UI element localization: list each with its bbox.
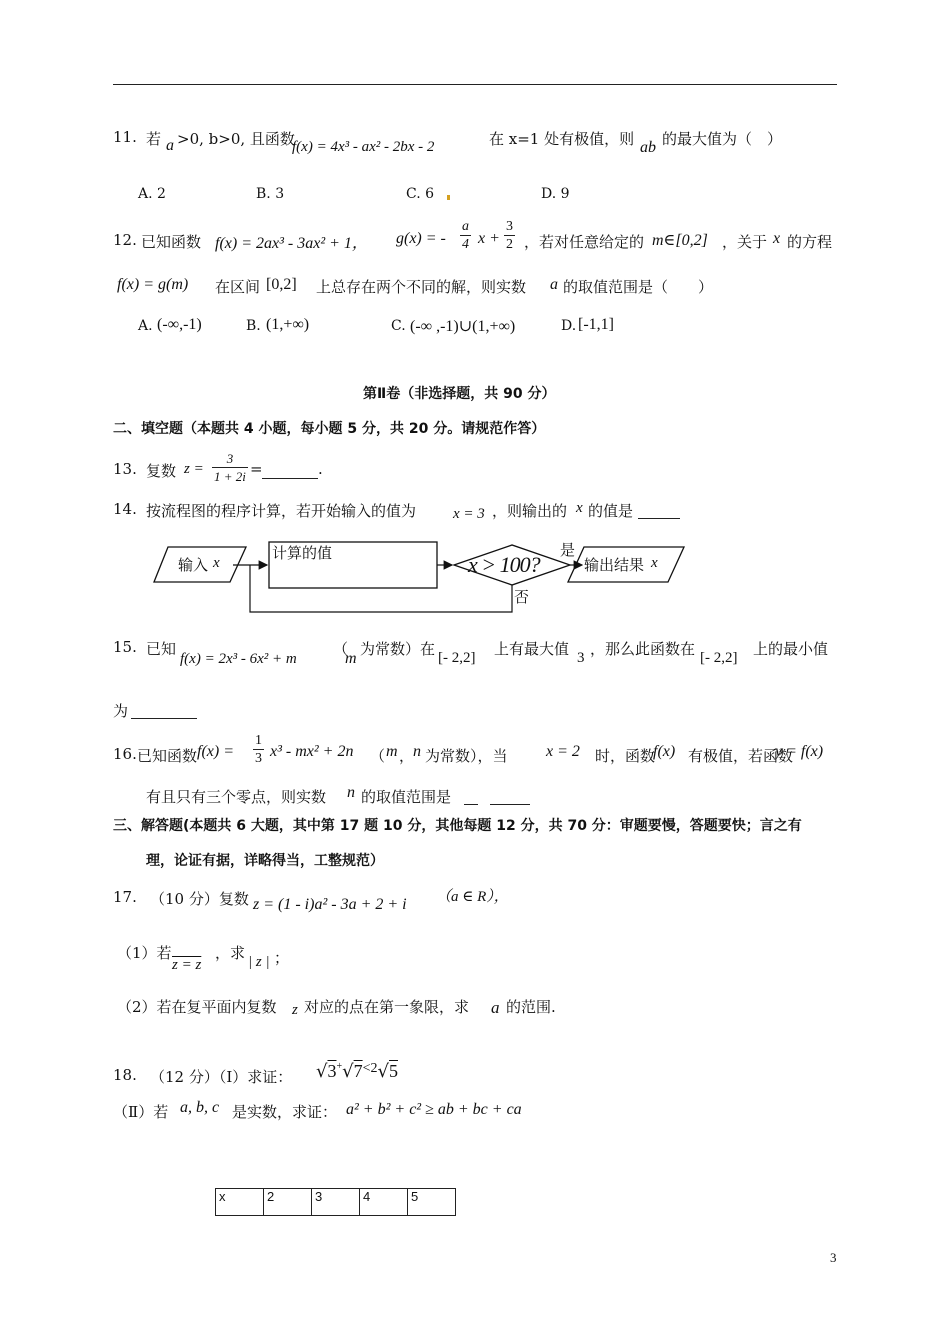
text: 有且只有三个零点，则实数 — [146, 788, 327, 806]
math-var: n — [413, 743, 421, 760]
math-expr: f(x) = 4x³ - ax² - 2bx - 2 — [292, 139, 435, 155]
math-var: n — [347, 784, 355, 801]
page-number: 3 — [830, 1250, 837, 1265]
math-var: m — [386, 743, 398, 760]
option-d: [-1,1] — [578, 316, 614, 333]
answer-blank[interactable] — [262, 460, 318, 479]
flow-no-label: 否 — [514, 588, 530, 606]
math-expr: x = 3 — [453, 506, 485, 522]
table-cell: 2 — [264, 1189, 312, 1216]
table-cell: x — [216, 1189, 264, 1216]
flow-decision-label: x > 100? — [468, 552, 540, 577]
math-expr: [- 2,2] — [438, 650, 476, 666]
math-var: a — [550, 276, 558, 293]
text: 的方程 — [787, 233, 833, 251]
answer-blank[interactable] — [490, 786, 530, 805]
math-var: a — [491, 998, 500, 1017]
math-expr: x + — [478, 230, 500, 247]
math-expr: z = z — [172, 957, 202, 973]
text: （10 分）复数 — [150, 890, 249, 908]
math-expr: f(x) = — [197, 743, 234, 760]
math-var: a — [166, 137, 174, 154]
question-number: 17. — [113, 888, 137, 906]
text: （ — [370, 747, 386, 765]
header-rule — [113, 84, 837, 85]
math-expr: f(x) — [653, 743, 676, 760]
fraction: $\frac{3}{2}$ — [506, 219, 513, 252]
text: ，那么此函数在 — [590, 640, 696, 658]
text: 已知 — [146, 640, 177, 658]
answer-blank[interactable] — [131, 700, 197, 719]
text: 的取值范围是（ ） — [563, 278, 714, 296]
data-table — [215, 1188, 456, 1216]
math-var: ab — [640, 139, 656, 156]
question-number: 13. — [113, 460, 137, 478]
question-number: 16. — [113, 745, 137, 763]
option-c: (-∞ ,-1)∪(1,+∞) — [410, 318, 516, 335]
text: . — [318, 460, 323, 478]
table-cell: 4 — [360, 1189, 408, 1216]
option-a: (-∞,-1) — [157, 316, 202, 333]
section-title: 二、填空题（本题共 4 小题，每小题 5 分，共 20 分。请规范作答） — [113, 421, 546, 437]
text: 若 — [146, 130, 162, 148]
flow-yes-label: 是 — [560, 541, 576, 559]
text: ， — [399, 747, 415, 765]
text: 按流程图的程序计算，若开始输入的值为 — [146, 502, 417, 520]
section-title-cont: 理，论证有据，详略得当，工整规范） — [146, 853, 384, 869]
math-expr: | z | — [248, 954, 270, 970]
math-expr: a² + b² + c² ≥ ab + bc + ca — [346, 1101, 522, 1118]
fraction: $\frac{a}{4}$ — [462, 219, 469, 252]
math-var: m — [345, 650, 357, 667]
text: >0, b>0, 且函数 — [177, 130, 295, 148]
question-number: 12. — [113, 231, 137, 249]
math-var: z — [292, 1002, 298, 1018]
math-expr: f(x) = 2ax³ - 3ax² + 1， — [215, 235, 368, 252]
text: 在区间 — [215, 278, 261, 296]
text: 为 — [113, 702, 129, 720]
math-expr: g(x) = - — [396, 230, 446, 247]
text: （Ⅱ）若 — [113, 1103, 169, 1121]
flowchart — [150, 535, 690, 620]
math-expr: y = f(x) — [775, 743, 824, 760]
option-letter: D. — [561, 318, 577, 334]
text: 上有最大值 — [494, 640, 570, 658]
radical-inequality: √3+√7<2√5 — [316, 1061, 398, 1082]
text: 上总存在两个不同的解，则实数 — [316, 278, 527, 296]
text: （2）若在复平面内复数 — [117, 998, 277, 1016]
text: ，若对任意给定的 — [524, 233, 645, 251]
text: 已知函数 — [137, 747, 198, 765]
flow-output-label: 输出结果 — [584, 556, 645, 574]
text: 的范围. — [506, 998, 556, 1016]
text: 复数 — [146, 462, 177, 480]
text: （12 分）（Ⅰ）求证： — [150, 1068, 293, 1086]
stray-mark — [447, 195, 450, 200]
option-letter: B. — [246, 318, 261, 334]
text: 的值是 — [588, 502, 634, 520]
text: ； — [274, 949, 290, 967]
table-row — [216, 1189, 456, 1216]
flow-input-label: 输入 — [178, 556, 209, 574]
text: 的取值范围是 — [361, 788, 452, 806]
text: 对应的点在第一象限，求 — [304, 998, 470, 1016]
option-b: (1,+∞) — [266, 316, 310, 333]
text: 已知函数 — [141, 233, 202, 251]
text: （ — [333, 640, 349, 658]
question-number: 14. — [113, 500, 137, 518]
text: 是实数，求证： — [232, 1103, 338, 1121]
option-letter: A. — [138, 318, 153, 334]
text: ，则输出的 — [492, 502, 568, 520]
math-expr: z = — [184, 461, 204, 477]
question-number: 15. — [113, 638, 137, 656]
option-a: A. 2 — [138, 186, 166, 202]
math-expr: [0,2] — [266, 276, 297, 293]
fraction: $\frac{1}{3}$ — [255, 733, 262, 766]
math-expr: z = (1 - i)a² - 3a + 2 + i — [253, 896, 407, 913]
answer-blank[interactable] — [464, 786, 478, 805]
text: 有极值，若函数 — [688, 747, 794, 765]
text: = — [250, 460, 263, 478]
flow-compute-label: 计算的值 — [272, 544, 333, 562]
math-expr: [- 2,2] — [700, 650, 738, 666]
option-letter: C. — [391, 318, 406, 334]
text: 在 x=1 处有极值，则 — [489, 130, 635, 148]
answer-blank[interactable] — [638, 500, 680, 519]
math-var: x — [773, 230, 781, 247]
math-expr: f(x) = g(m) — [117, 276, 189, 293]
math-expr: f(x) = 2x³ - 6x² + m — [180, 651, 297, 667]
math-var: x — [576, 500, 583, 516]
math-expr: x = 2 — [546, 743, 580, 760]
text: ，求 — [215, 944, 246, 962]
math-value: 3 — [577, 650, 585, 666]
text: ，关于 — [722, 233, 768, 251]
part-title: 第Ⅱ卷（非选择题，共 90 分） — [363, 386, 556, 402]
math-expr: x³ - mx² + 2n — [270, 743, 354, 760]
option-c: C. 6 — [406, 186, 435, 202]
section-title: 三、解答题(本题共 6 大题，其中第 17 题 10 分，其他每题 12 分，共 70 分：审题要慢，答题要快；言之有 — [113, 818, 802, 834]
math-expr: a, b, c — [180, 1099, 220, 1116]
text: （1）若 — [117, 944, 172, 962]
text: 上的最小值 — [753, 640, 829, 658]
text: 为常数）在 — [360, 640, 436, 658]
option-d: D. 9 — [541, 186, 570, 202]
text: 的最大值为（ ） — [662, 130, 783, 148]
option-b: B. 3 — [256, 186, 285, 202]
table-cell: 5 — [408, 1189, 456, 1216]
fraction: $\frac{3}{1 + 2i}$ — [214, 451, 246, 484]
flow-output-var: x — [651, 555, 658, 571]
question-number: 11. — [113, 128, 137, 146]
math-expr: m∈[0,2] — [652, 232, 708, 249]
table-cell: 3 — [312, 1189, 360, 1216]
text: 为常数），当 — [425, 747, 508, 765]
question-number: 18. — [113, 1066, 137, 1084]
flowchart-shapes — [150, 535, 690, 620]
math-expr: （a ∈ R）， — [436, 889, 509, 905]
flow-input-var: x — [213, 555, 220, 571]
text: 时，函数 — [595, 747, 656, 765]
